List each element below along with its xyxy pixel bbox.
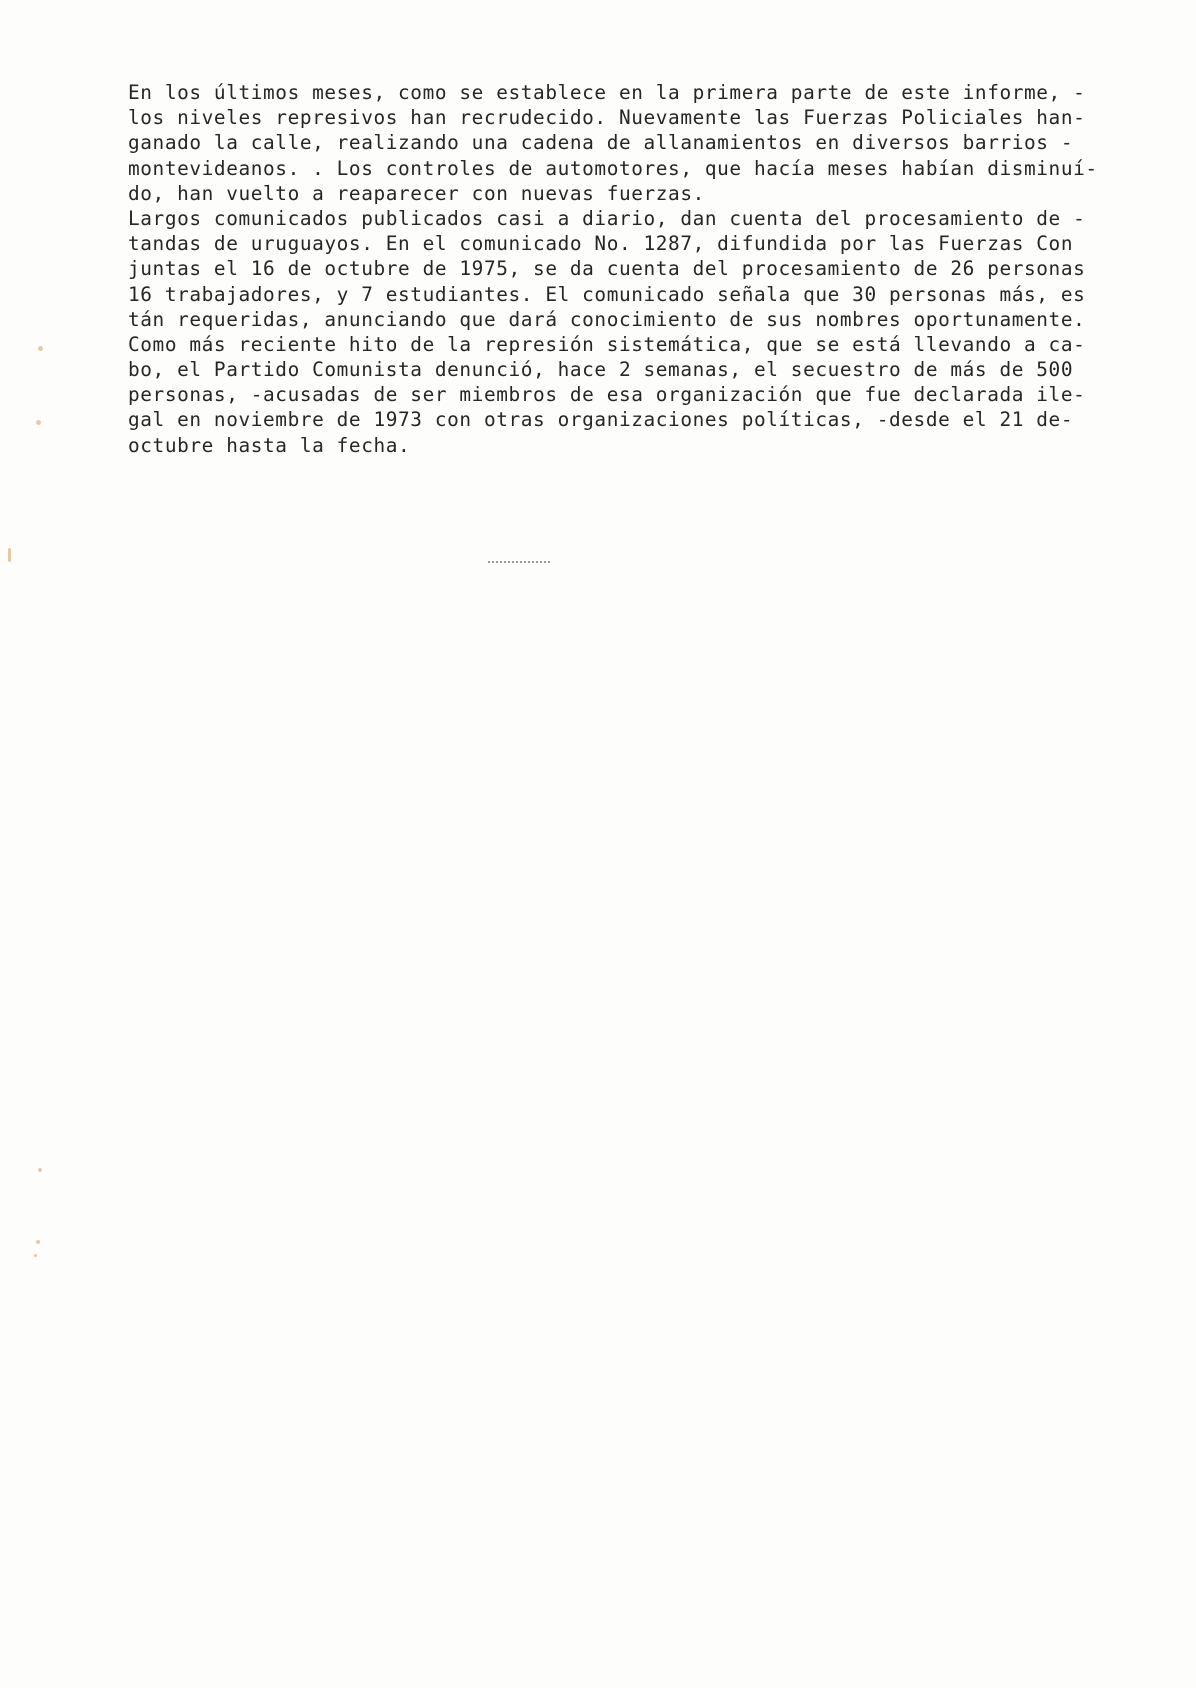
text-line-11: Como más reciente hito de la represión sistemática, que se está llevando a ca-	[128, 332, 1086, 356]
margin-speck	[8, 548, 11, 562]
margin-speck	[34, 1254, 37, 1257]
text-line-15: octubre hasta la fecha.	[128, 433, 411, 457]
margin-speck	[36, 420, 41, 425]
text-line-9: 16 trabajadores, y 7 estudiantes. El comunicado señala que 30 personas más, es	[128, 282, 1086, 306]
text-line-13: personas, -acusadas de ser miembros de esa organización que fue declarada ile-	[128, 383, 1086, 407]
text-line-4: montevideanos. . Los controles de automotores, que hacía meses habían disminuí-	[128, 156, 1098, 180]
margin-speck	[38, 346, 43, 351]
text-line-14: gal en noviembre de 1973 con otras organizaciones políticas, -desde el 21 de-	[128, 408, 1074, 432]
margin-speck	[36, 1240, 40, 1244]
text-line-2: los niveles represivos han recrudecido. Nuevamente las Fuerzas Policiales han-	[128, 106, 1086, 130]
margin-speck	[38, 1168, 42, 1172]
text-line-5: do, han vuelto a reaparecer con nuevas fuerzas.	[128, 181, 705, 205]
section-divider	[488, 561, 550, 565]
text-line-8: juntas el 16 de octubre de 1975, se da cuenta del procesamiento de 26 personas	[128, 257, 1086, 281]
text-line-1: En los últimos meses, como se establece en la primera parte de este informe, -	[128, 81, 1086, 104]
text-line-6: Largos comunicados publicados casi a diario, dan cuenta del procesamiento de -	[128, 206, 1086, 230]
text-line-3: ganado la calle, realizando una cadena de allanamientos en diversos barrios -	[128, 131, 1074, 155]
text-line-10: tán requeridas, anunciando que dará conocimiento de sus nombres oportunamente.	[128, 307, 1086, 331]
text-line-7: tandas de uruguayos. En el comunicado No. 1287, difundida por las Fuerzas Con	[128, 232, 1074, 256]
report-paragraph	[128, 80, 1118, 458]
text-line-12: bo, el Partido Comunista denunció, hace 2 semanas, el secuestro de más de 500	[128, 358, 1074, 382]
